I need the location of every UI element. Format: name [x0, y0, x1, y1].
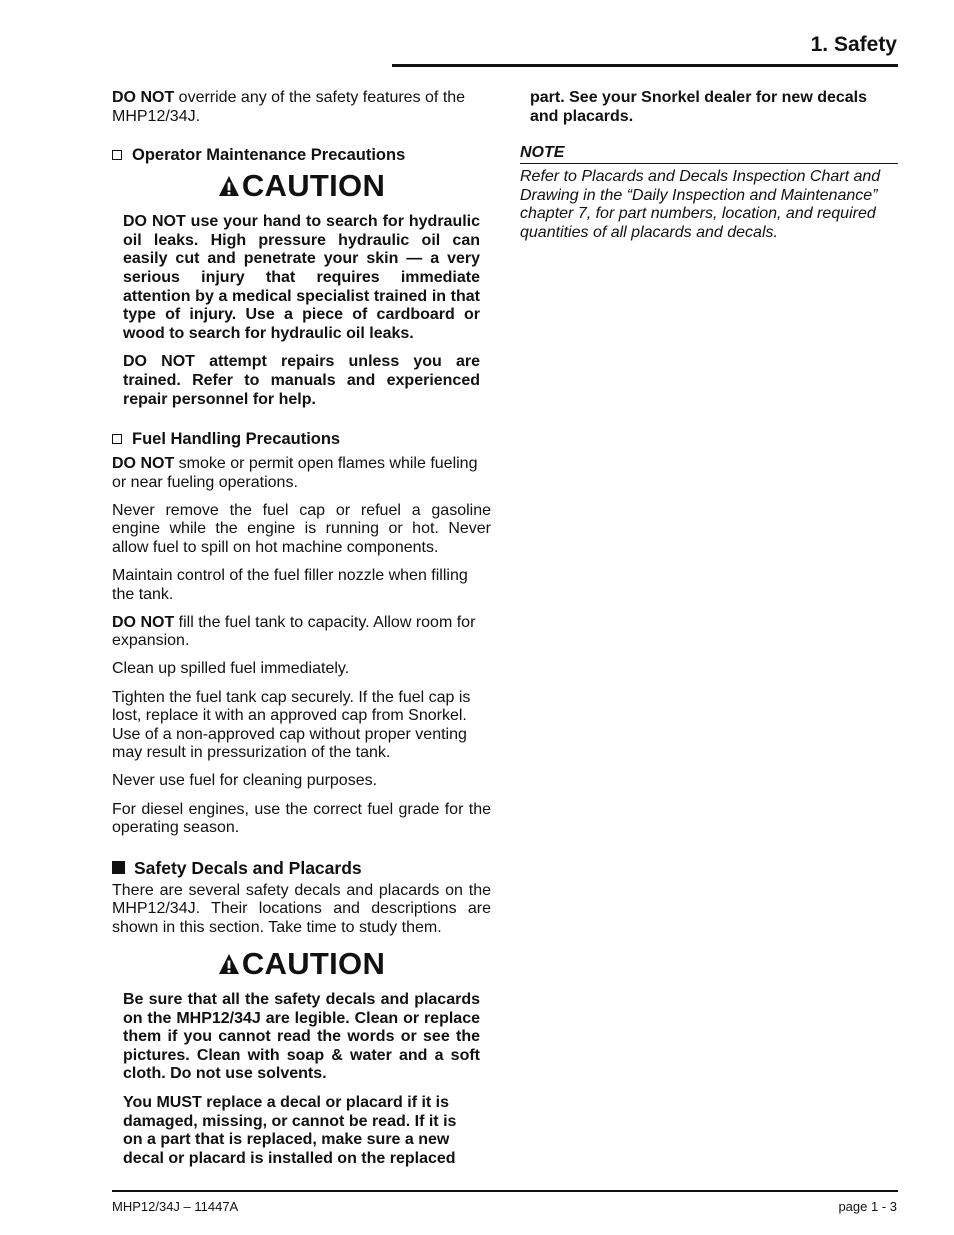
page-title: 1. Safety	[810, 33, 897, 56]
fuel-text: fill the fuel tank to capacity. Allow room for expansion.	[112, 613, 476, 650]
caution-paragraph: DO NOT attempt repairs unless you are trained. Refer to manuals and experienced repair personnel for help.	[123, 353, 480, 408]
intro-text: override any of the safety features of the MHP12/34J.	[112, 89, 466, 125]
warning-triangle-icon	[218, 175, 240, 197]
operator-heading-text: Operator Maintenance Precautions	[132, 146, 406, 165]
left-column	[112, 89, 491, 1168]
note-heading: NOTE	[520, 144, 898, 164]
caution-label: CAUTION	[241, 168, 386, 204]
footer-page-number: page 1 - 3	[838, 1199, 897, 1214]
decals-intro-paragraph: There are several safety decals and placards on the MHP12/34J. Their locations and descriptions are shown in this section. Take time to study them.	[112, 881, 491, 936]
continued-caution-text: part. See your Snorkel dealer for new decals and placards.	[530, 89, 868, 125]
fuel-paragraph: Never remove the fuel cap or refuel a gasoline engine while the engine is running or hot. Never allow fuel to spill on hot machine components.	[112, 501, 491, 556]
fuel-paragraph: Maintain control of the fuel filler nozzle when filling the tank.	[112, 567, 468, 603]
decals-heading-text: Safety Decals and Placards	[134, 857, 362, 878]
right-column	[520, 89, 898, 243]
caution-heading-2	[112, 947, 491, 981]
checkbox-icon	[112, 434, 122, 444]
checkbox-icon	[112, 150, 122, 160]
caution-paragraph: Be sure that all the safety decals and placards on the MHP12/34J are legible. Clean or replace them if you cannot read the words or see the pictures. Clean with soap & water and a soft cloth. Do not use solvents.	[123, 991, 480, 1083]
fuel-bold: DO NOT	[112, 613, 175, 631]
fuel-heading-text: Fuel Handling Precautions	[132, 430, 341, 449]
safety-decals-heading	[112, 858, 491, 878]
note-text: Refer to Placards and Decals Inspection Chart and Drawing in the “Daily Inspection and Maintenance” chapter 7, for part numbers, location, and required quantities of all placards and decals.	[520, 168, 881, 241]
intro-paragraph	[112, 89, 491, 126]
caution-body-1	[112, 213, 491, 409]
fuel-text: smoke or permit open flames while fueling or near fueling operations.	[112, 455, 478, 491]
fuel-paragraph: Tighten the fuel tank cap securely. If the fuel cap is lost, replace it with an approved cap from Snorkel. Use of a non-approved cap without proper venting may result in pressurization of the tank.	[112, 688, 471, 762]
operator-maintenance-heading	[112, 145, 491, 165]
caution-paragraph: DO NOT use your hand to search for hydraulic oil leaks. High pressure hydraulic oil can easily cut and penetrate your skin — a very serious injury that requires immediate attention by a medical specialist trained in that type of injury. Use a piece of cardboard or wood to search for hydraulic oil leaks.	[123, 213, 480, 342]
fuel-paragraph	[112, 455, 491, 492]
fuel-paragraph: Clean up spilled fuel immediately.	[112, 660, 350, 678]
fuel-paragraph: For diesel engines, use the correct fuel grade for the operating season.	[112, 800, 491, 837]
square-bullet-icon	[112, 861, 125, 874]
fuel-handling-heading	[112, 429, 491, 449]
intro-bold: DO NOT	[112, 89, 175, 106]
caution-body-2	[112, 991, 491, 1168]
caution-heading-1	[112, 169, 491, 203]
footer-document-id: MHP12/34J – 11447A	[112, 1199, 239, 1214]
footer-rule	[112, 1190, 898, 1192]
header-rule	[392, 64, 898, 67]
warning-triangle-icon	[218, 953, 240, 975]
caution-label: CAUTION	[241, 946, 386, 981]
fuel-bold: DO NOT	[112, 455, 175, 473]
fuel-paragraph	[112, 614, 491, 651]
fuel-paragraph: Never use fuel for cleaning purposes.	[112, 772, 378, 790]
caution-paragraph: You MUST replace a decal or placard if it is damaged, missing, or cannot be read. If it is on a part that is replaced, make sure a new decal or placard is installed on the replaced	[123, 1093, 457, 1167]
